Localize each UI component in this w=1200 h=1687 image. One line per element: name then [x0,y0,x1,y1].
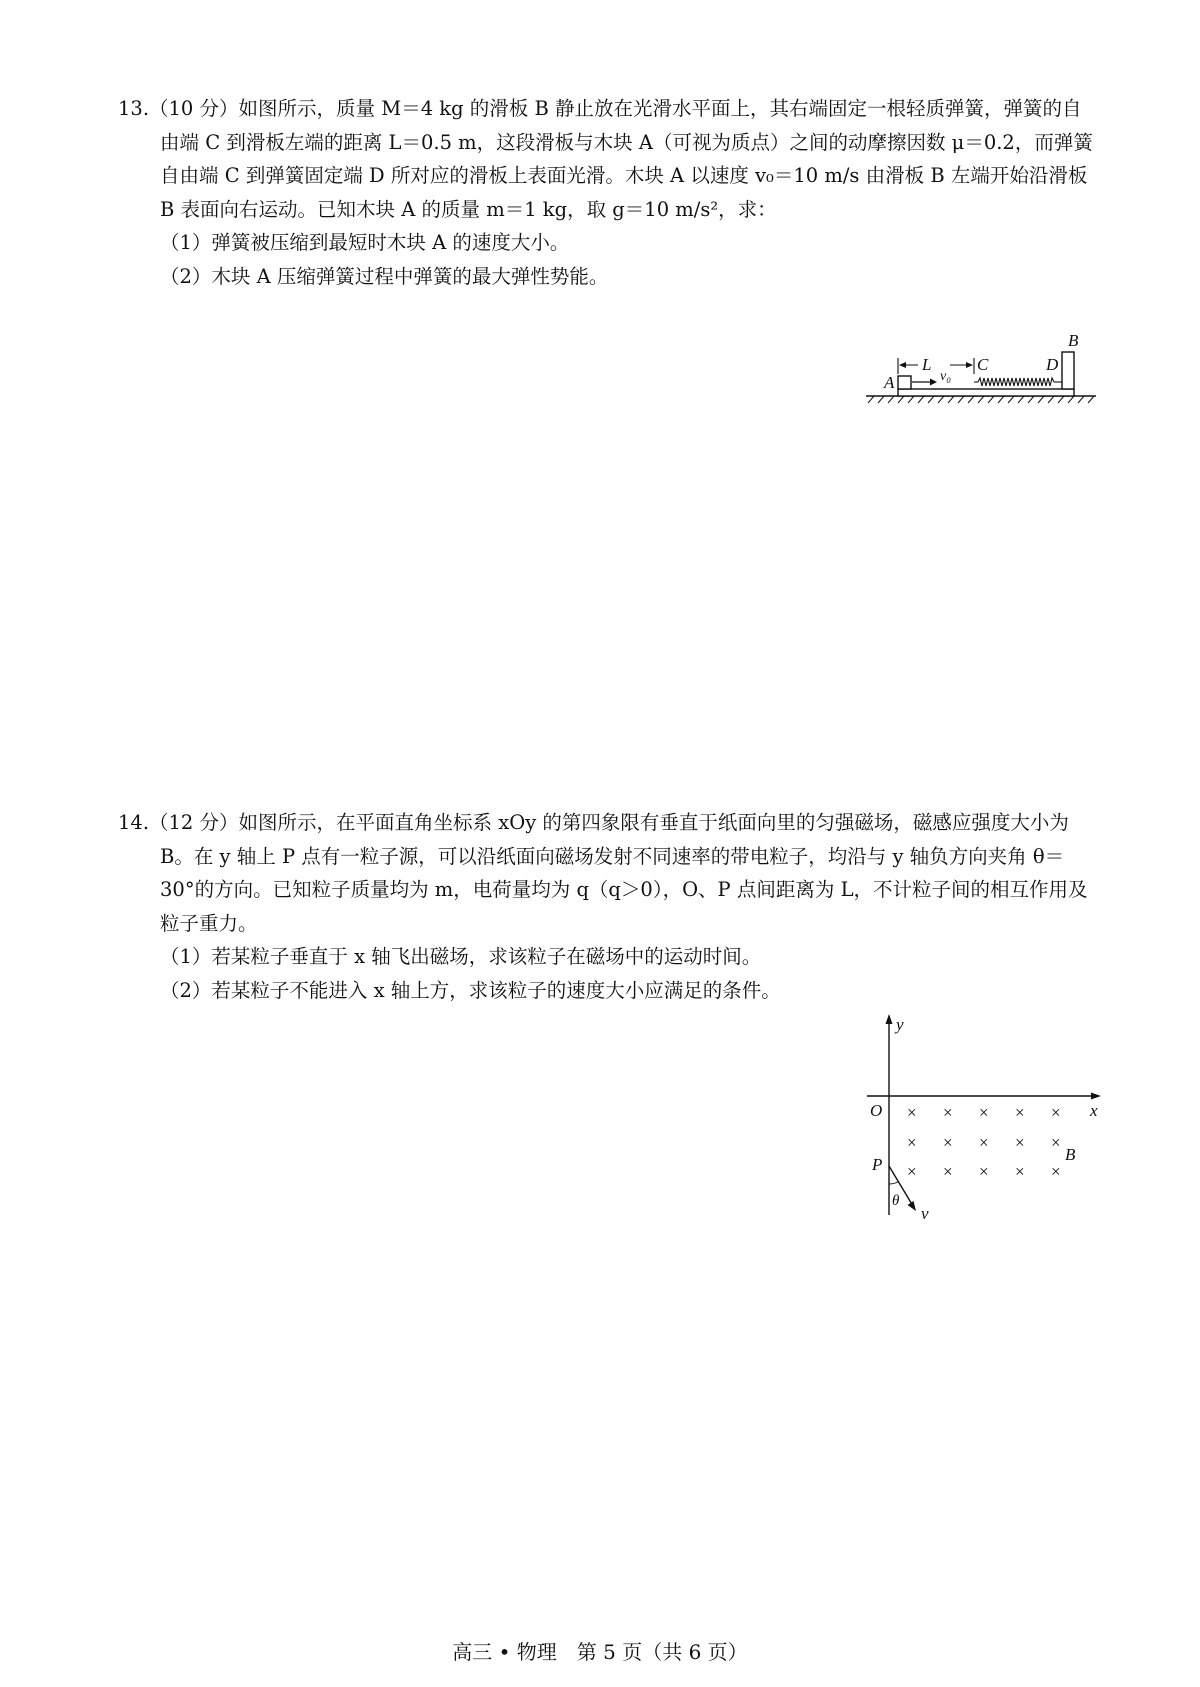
problem-14 [118,806,1098,1007]
problem-14-figure [855,1010,1105,1225]
svg-text:×: × [1051,1162,1061,1181]
board-b [898,389,1074,396]
svg-text:×: × [1015,1162,1025,1181]
label-y: y [896,1015,904,1034]
svg-text:×: × [979,1133,989,1152]
x-axis-arrowhead [1091,1093,1101,1100]
board-b-wall [1062,352,1074,389]
problem-13-question-2: （2）木块 A 压缩弹簧过程中弹簧的最大弹性势能。 [160,264,609,288]
label-a: A [884,373,895,392]
label-l: L [922,355,932,374]
label-b: B [1068,331,1079,350]
spring [978,378,1054,386]
theta-arc [889,1182,899,1185]
velocity-arrowhead [930,379,937,386]
label-b-field: B [1065,1145,1076,1164]
page-footer: 高三 • 物理 第 5 页（共 6 页） [452,1640,748,1664]
particle-velocity-arrowhead [908,1201,917,1211]
svg-text:×: × [979,1103,989,1122]
svg-text:×: × [943,1133,953,1152]
svg-text:×: × [1015,1133,1025,1152]
svg-text:×: × [907,1133,917,1152]
svg-text:×: × [1051,1133,1061,1152]
svg-text:×: × [907,1162,917,1181]
svg-text:×: × [943,1103,953,1122]
problem-13 [118,92,1098,293]
label-o: O [870,1101,883,1120]
magnetic-field-crosses [907,1103,1061,1181]
svg-text:×: × [907,1103,917,1122]
svg-text:×: × [979,1162,989,1181]
label-v: v [921,1204,929,1223]
problem-14-statement: 14.（12 分）如图所示，在平面直角坐标系 xOy 的第四象限有垂直于纸面向里的匀强磁场，磁感应强度大小为 B。在 y 轴上 P 点有一粒子源，可以沿纸面向磁场发射不同速率的带电粒子，均沿与 y 轴负方向夹角 θ＝30°的方向。已知粒子质量均为 m，电荷量均为 q（q＞0），O、P 点间距离为 L，不计粒子间的相互作用及粒子重力。 [118,811,1088,935]
svg-text:×: × [1051,1103,1061,1122]
problem-14-question-1: （1）若某粒子垂直于 x 轴飞出磁场，求该粒子在磁场中的运动时间。 [160,945,762,968]
label-v0: v₀ [940,369,952,384]
problem-14-question-2: （2）若某粒子不能进入 x 轴上方，求该粒子的速度大小应满足的条件。 [160,978,781,1002]
block-a [898,376,911,389]
y-axis-arrowhead [886,1014,893,1024]
label-d: D [1046,355,1059,374]
label-p: P [872,1155,883,1174]
label-theta: θ [892,1193,900,1209]
label-x: x [1090,1101,1098,1120]
label-c: C [977,355,989,374]
svg-text:×: × [1015,1103,1025,1122]
problem-13-figure [862,328,1100,412]
problem-13-statement: 13.（10 分）如图所示，质量 M＝4 kg 的滑板 B 静止放在光滑水平面上，其右端固定一根轻质弹簧，弹簧的自由端 C 到滑板左端的距离 L＝0.5 m，这段滑板与木块 A（可视为质点）之间的动摩擦因数 μ＝0.2，而弹簧自由端 C 到弹簧固定端 D 所对应的滑板上表面光滑。木块 A 以速度 v₀＝10 m/s 由滑板 B 左端开始沿滑板 B 表面向右运动。已知木块 A 的质量 m＝1 kg，取 g＝10 m/s²，求： [118,97,1093,221]
problem-13-question-1: （1）弹簧被压缩到最短时木块 A 的速度大小。 [160,231,570,254]
svg-text:×: × [943,1162,953,1181]
ground-hatch [868,396,1094,403]
